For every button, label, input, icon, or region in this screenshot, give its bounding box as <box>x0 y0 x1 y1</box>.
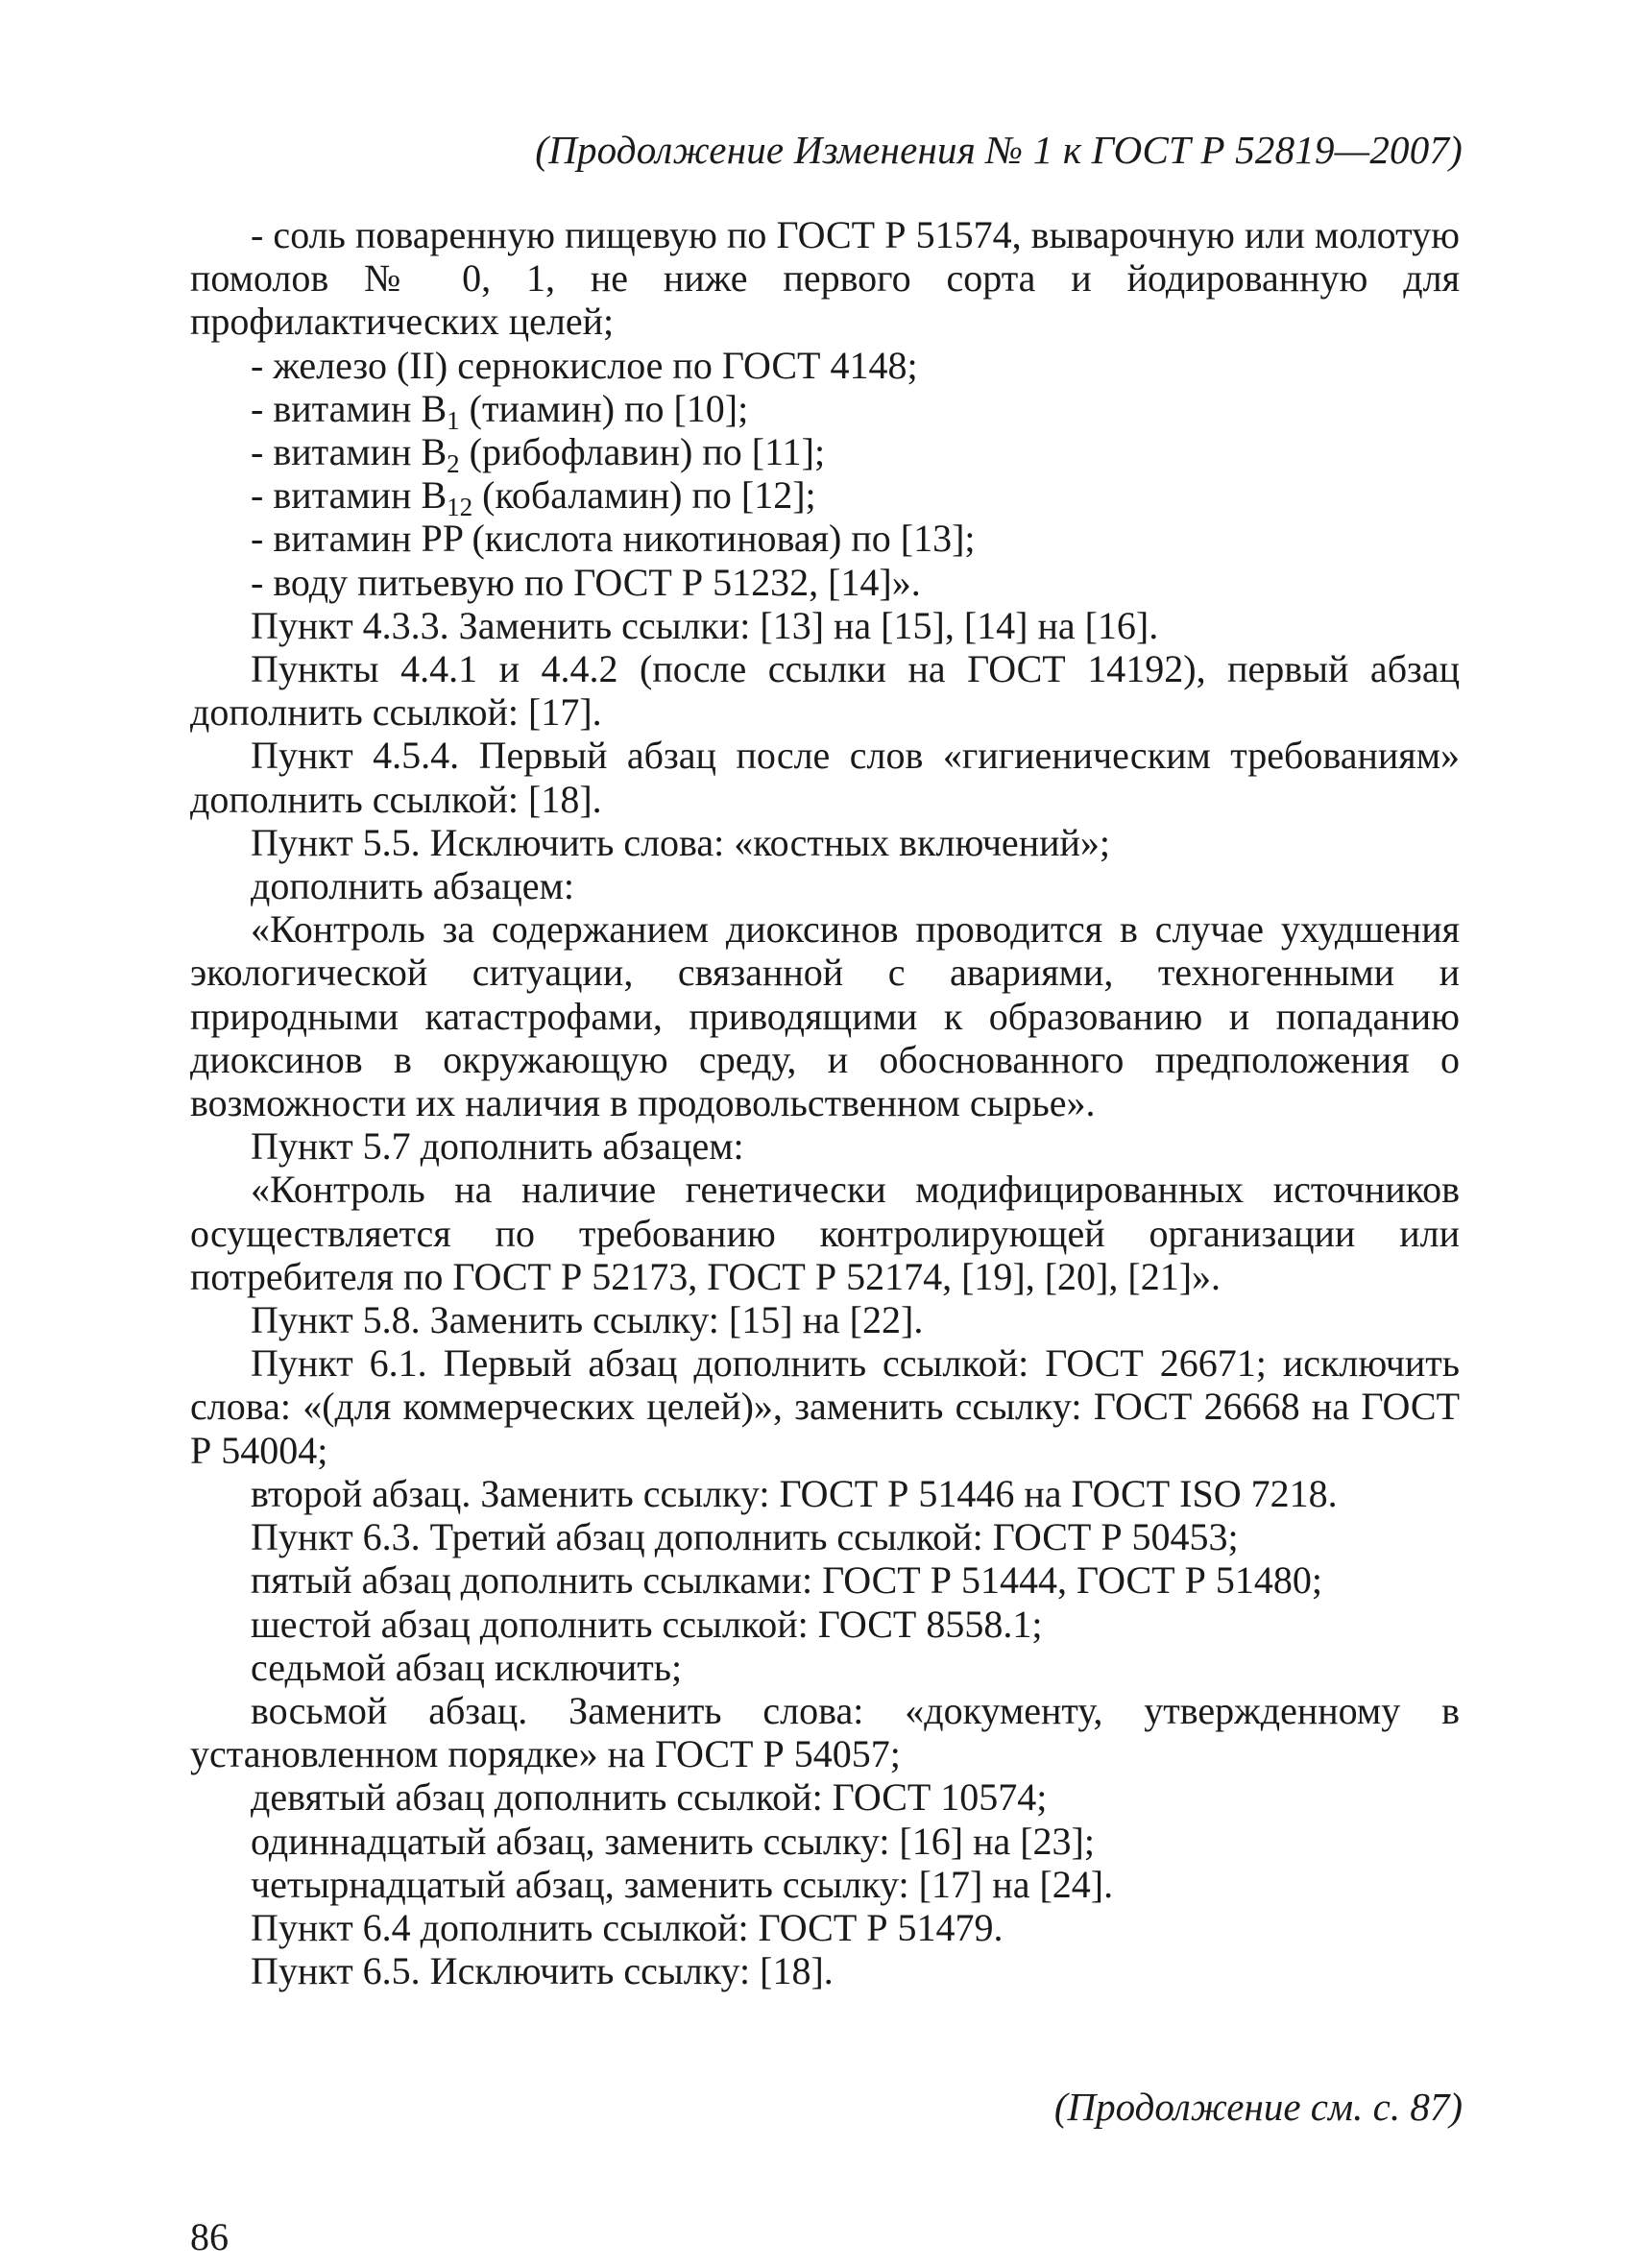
paragraph: Пункты 4.4.1 и 4.4.2 (после ссылки на ГОСТ 14192), первый абзац дополнить ссылкой: [17]. <box>190 647 1460 735</box>
paragraph: Пункт 5.7 дополнить абзацем: <box>251 1124 744 1169</box>
paragraph: Пункт 5.5. Исключить слова: «костных включений»; <box>251 820 1111 864</box>
body-text <box>190 213 1460 1992</box>
paragraph: пятый абзац дополнить ссылками: ГОСТ Р 51444, ГОСТ Р 51480; <box>251 1558 1322 1603</box>
paragraph: - соль поваренную пищевую по ГОСТ Р 51574, выварочную или молотую помолов № 0, 1, не ниже первого сорта и йодированную для профилактических целей; <box>190 213 1460 344</box>
paragraph: Пункт 4.5.4. Первый абзац после слов «гигиеническим требованиям» дополнить ссылкой: [18]. <box>190 734 1460 821</box>
paragraph: Пункт 5.8. Заменить ссылку: [15] на [22]. <box>251 1298 924 1342</box>
paragraph: Пункт 6.3. Третий абзац дополнить ссылкой: ГОСТ Р 50453; <box>251 1515 1239 1559</box>
paragraph: - витамин $В_1$ (тиамин) по [10]; <box>251 386 749 435</box>
paragraph: - витамин PP (кислота никотиновая) по [13]; <box>251 517 976 561</box>
paragraph: седьмой абзац исключить; <box>251 1645 683 1689</box>
paragraph: шестой абзац дополнить ссылкой: ГОСТ 8558.1; <box>251 1602 1043 1646</box>
paragraph: «Контроль на наличие генетически модифицированных источников осуществляется по требованию контролирующей организации или потребителя по ГОСТ Р 52173, ГОСТ Р 52174, [19], [20], [21]». <box>190 1168 1460 1298</box>
paragraph: четырнадцатый абзац, заменить ссылку: [17] на [24]. <box>251 1862 1114 1906</box>
paragraph: дополнить абзацем: <box>251 864 574 908</box>
continuation-note: (Продолжение см. с. 87) <box>1053 2085 1463 2129</box>
paragraph: Пункт 4.3.3. Заменить ссылки: [13] на [15], [14] на [16]. <box>251 603 1159 647</box>
paragraph: - витамин $В_{12}$ (кобаламин) по [12]; <box>251 473 816 522</box>
paragraph: Пункт 6.1. Первый абзац дополнить ссылкой: ГОСТ 26671; исключить слова: «(для коммерческих целей)», заменить ссылку: ГОСТ 26668 на ГОСТ Р 54004; <box>190 1341 1460 1472</box>
subscript: 12 <box>447 493 473 522</box>
page-header: (Продолжение Изменения № 1 к ГОСТ Р 52819—2007) <box>535 128 1463 172</box>
paragraph: Пункт 6.5. Исключить ссылку: [18]. <box>251 1949 834 1993</box>
paragraph: - витамин $В_2$ (рибофлавин) по [11]; <box>251 430 826 479</box>
paragraph: второй абзац. Заменить ссылку: ГОСТ Р 51446 на ГОСТ ISO 7218. <box>251 1471 1338 1515</box>
paragraph: одиннадцатый абзац, заменить ссылку: [16] на [23]; <box>251 1819 1095 1863</box>
paragraph: - воду питьевую по ГОСТ Р 51232, [14]». <box>251 560 921 604</box>
page-number: 86 <box>190 2215 229 2258</box>
paragraph: - железо (II) сернокислое по ГОСТ 4148; <box>251 343 918 387</box>
paragraph: восьмой абзац. Заменить слова: «документу, утвержденному в установленном порядке» на ГОСТ Р 54057; <box>190 1688 1460 1776</box>
subscript: 1 <box>447 405 460 435</box>
subscript: 2 <box>447 449 460 479</box>
paragraph: девятый абзац дополнить ссылкой: ГОСТ 10574; <box>251 1775 1048 1820</box>
paragraph: «Контроль за содержанием диоксинов проводится в случае ухудшения экологической ситуации, связанной с авариями, техногенными и природными катастрофами, приводящими к образованию и попаданию диоксинов в окружающую среду, и обоснованного предположения о возможности их наличия в продовольственном сырье». <box>190 907 1460 1125</box>
paragraph: Пункт 6.4 дополнить ссылкой: ГОСТ Р 51479. <box>251 1905 1004 1949</box>
